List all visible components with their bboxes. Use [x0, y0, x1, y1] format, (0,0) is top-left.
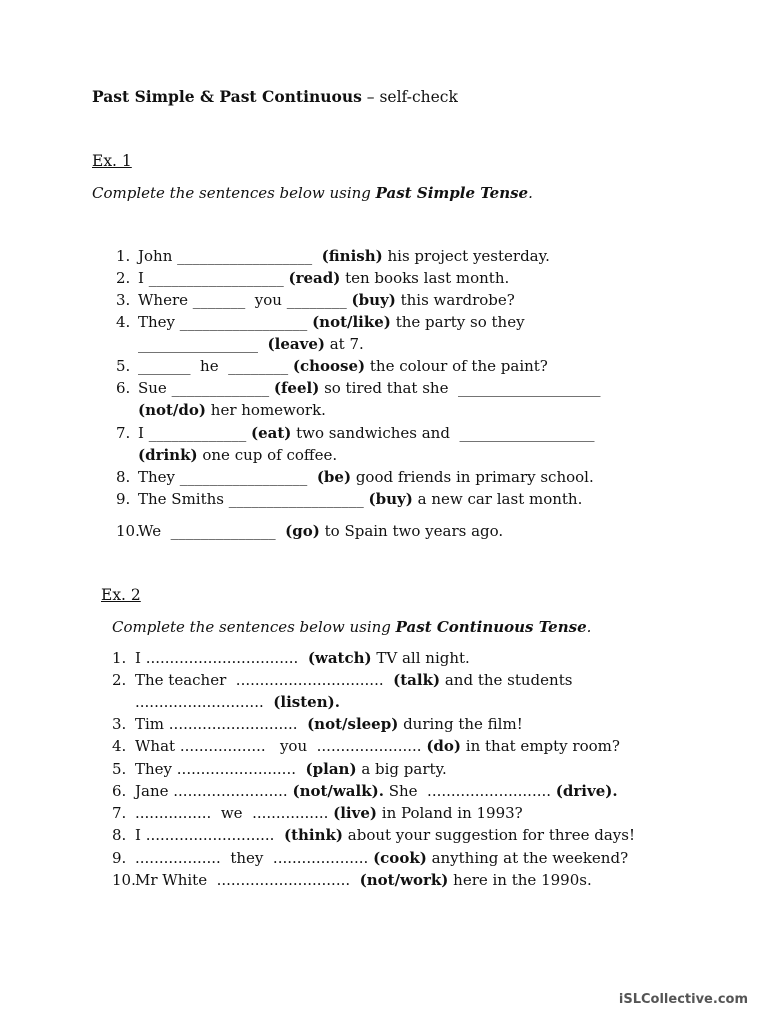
verb-prompt: (listen). — [273, 693, 340, 711]
ex2-instruction-text: Complete the sentences below using — [112, 618, 396, 636]
sentence-text: this wardrobe? — [395, 291, 515, 309]
sentence-text: ________________ — [138, 335, 268, 353]
sentence-line — [116, 446, 337, 464]
sentence-text: They _________________ — [138, 468, 317, 486]
verb-prompt: (plan) — [305, 760, 357, 778]
sentence-line — [116, 490, 582, 508]
ex1-instruction-tense: Past Simple Tense — [375, 184, 529, 202]
sentence-text: at 7. — [324, 335, 364, 353]
sentence-text: ................ we ................ — [135, 804, 334, 822]
sentence-text: The Smiths __________________ — [138, 490, 369, 508]
verb-prompt: (feel) — [273, 379, 320, 397]
verb-prompt: (watch) — [307, 649, 372, 667]
ex2-heading: Ex. 2 — [101, 586, 141, 604]
verb-prompt: (choose) — [292, 357, 366, 375]
sentence-line — [112, 760, 447, 778]
sentence-line — [116, 468, 594, 486]
sentence-line — [116, 313, 525, 331]
ex2-instruction-end: . — [586, 618, 592, 636]
sentence-line — [116, 401, 326, 419]
sentence-number: 9. — [112, 849, 127, 867]
verb-prompt: (not/work) — [359, 871, 449, 889]
sentence-text: during the film! — [398, 715, 523, 733]
sentence-line — [112, 737, 620, 755]
sentence-text: We ______________ — [138, 522, 286, 540]
sentence-text: anything at the weekend? — [426, 849, 629, 867]
verb-prompt: (go) — [285, 522, 320, 540]
sentence-line — [116, 424, 594, 442]
verb-prompt: (not/like) — [312, 313, 391, 331]
sentence-text: Where _______ you ________ — [138, 291, 352, 309]
sentence-line — [116, 522, 503, 540]
worksheet-title — [92, 87, 458, 106]
sentence-line — [116, 379, 601, 397]
verb-prompt: (not/walk). — [292, 782, 384, 800]
title-rest: – self-check — [361, 88, 458, 106]
sentence-line — [112, 693, 340, 711]
verb-prompt: (buy) — [368, 490, 413, 508]
ex1-instruction — [92, 184, 533, 202]
verb-prompt: (buy) — [351, 291, 396, 309]
sentence-text: The teacher ............................... — [135, 671, 394, 689]
sentence-number: 6. — [116, 379, 131, 397]
sentence-text: I ................................ — [135, 649, 308, 667]
sentence-text: .................. they .................... — [135, 849, 374, 867]
verb-prompt: (talk) — [393, 671, 441, 689]
sentence-text: Mr White ............................ — [135, 871, 360, 889]
sentence-number: 1. — [116, 247, 131, 265]
sentence-line — [116, 291, 515, 309]
sentence-text: and the students — [440, 671, 573, 689]
sentence-line — [116, 247, 550, 265]
sentence-number: 7. — [116, 424, 131, 442]
sentence-text: John __________________ — [138, 247, 322, 265]
sentence-line — [116, 357, 548, 375]
sentence-text: his project yesterday. — [382, 247, 550, 265]
verb-prompt: (be) — [316, 468, 352, 486]
verb-prompt: (think) — [283, 826, 343, 844]
sentence-text: one cup of coffee. — [197, 446, 338, 464]
sentence-text: ten books last month. — [340, 269, 510, 287]
sentence-text: I ........................... — [135, 826, 284, 844]
sentence-line — [112, 826, 635, 844]
ex2-instruction — [112, 618, 591, 636]
verb-prompt: (not/do) — [138, 401, 207, 419]
sentence-number: 6. — [112, 782, 127, 800]
sentence-number: 10. — [112, 871, 136, 889]
sentence-text: I _____________ — [138, 424, 251, 442]
sentence-text: ........................... — [135, 693, 274, 711]
sentence-text: her homework. — [206, 401, 326, 419]
sentence-text: I __________________ — [138, 269, 289, 287]
sentence-text: in that empty room? — [461, 737, 620, 755]
sentence-text: Jane ........................ — [135, 782, 293, 800]
sentence-number: 7. — [112, 804, 127, 822]
sentence-line — [116, 335, 364, 353]
title-bold: Past Simple & Past Continuous — [92, 87, 362, 106]
sentence-text: Tim ........................... — [135, 715, 308, 733]
ex1-instruction-end: . — [528, 184, 533, 202]
sentence-line — [112, 804, 523, 822]
sentence-number: 10. — [116, 522, 140, 540]
verb-prompt: (not/sleep) — [307, 715, 399, 733]
sentence-number: 4. — [112, 737, 127, 755]
ex2-instruction-tense: Past Continuous Tense — [395, 618, 587, 636]
sentence-text: _______ he ________ — [138, 357, 293, 375]
sentence-number: 4. — [116, 313, 131, 331]
sentence-number: 3. — [112, 715, 127, 733]
sentence-text: What .................. you ...................... — [135, 737, 427, 755]
sentence-line — [112, 649, 470, 667]
verb-prompt: (eat) — [250, 424, 292, 442]
verb-prompt: (finish) — [321, 247, 383, 265]
ex1-instruction-text: Complete the sentences below using — [92, 184, 376, 202]
sentence-text: here in the 1990s. — [448, 871, 592, 889]
sentence-text: Sue _____________ — [138, 379, 274, 397]
sentence-text: a new car last month. — [412, 490, 583, 508]
sentence-text: to Spain two years ago. — [319, 522, 504, 540]
sentence-line — [112, 871, 592, 889]
sentence-line — [112, 671, 572, 689]
sentence-line — [116, 269, 509, 287]
sentence-text: She .......................... — [383, 782, 556, 800]
sentence-number: 1. — [112, 649, 127, 667]
sentence-text: a big party. — [356, 760, 447, 778]
sentence-number: 8. — [116, 468, 131, 486]
sentence-line — [112, 849, 628, 867]
verb-prompt: (do) — [426, 737, 462, 755]
sentence-number: 2. — [116, 269, 131, 287]
sentence-text: about your suggestion for three days! — [343, 826, 635, 844]
sentence-text: the party so they — [390, 313, 525, 331]
verb-prompt: (leave) — [267, 335, 325, 353]
sentence-text: so tired that she ___________________ — [319, 379, 601, 397]
sentence-line — [112, 782, 618, 800]
sentence-text: They _________________ — [138, 313, 313, 331]
verb-prompt: (read) — [288, 269, 341, 287]
verb-prompt: (drive). — [555, 782, 618, 800]
sentence-number: 9. — [116, 490, 131, 508]
sentence-number: 5. — [116, 357, 131, 375]
sentence-number: 3. — [116, 291, 131, 309]
sentence-text: two sandwiches and __________________ — [291, 424, 595, 442]
site-watermark: iSLCollective.com — [618, 992, 748, 1007]
sentence-text: the colour of the paint? — [365, 357, 548, 375]
sentence-number: 2. — [112, 671, 127, 689]
verb-prompt: (drink) — [138, 446, 198, 464]
sentence-number: 8. — [112, 826, 127, 844]
sentence-line — [112, 715, 523, 733]
sentence-text: good friends in primary school. — [351, 468, 594, 486]
verb-prompt: (live) — [333, 804, 377, 822]
verb-prompt: (cook) — [373, 849, 427, 867]
sentence-number: 5. — [112, 760, 127, 778]
sentence-text: in Poland in 1993? — [377, 804, 523, 822]
sentence-text: They ......................... — [135, 760, 306, 778]
sentence-text: TV all night. — [371, 649, 470, 667]
ex1-heading: Ex. 1 — [92, 152, 132, 170]
